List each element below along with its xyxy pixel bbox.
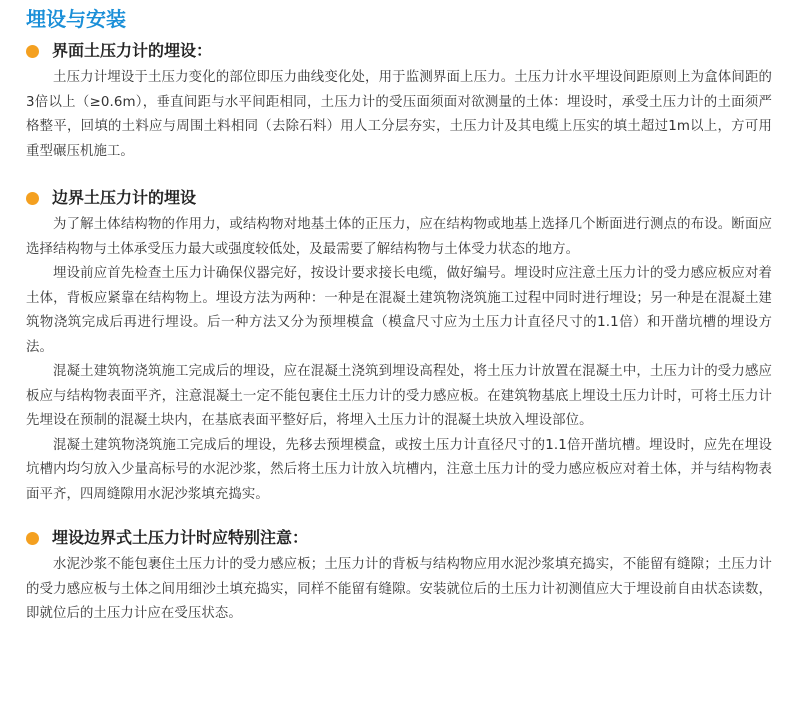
section-heading-text: 边界土压力计的埋设	[52, 188, 197, 207]
paragraph: 混凝土建筑物浇筑施工完成后的埋设，先移去预埋模盒，或按土压力计直径尺寸的1.1倍开凿坑槽。埋设时，应先在埋设坑槽内均匀放入少量高标号的水泥沙浆，然后将土压力计放入坑槽内，注意土压力计的受力感应板应对着土体，并与结构物表面平齐，四周缝隙用水泥沙浆填充捣实。	[26, 437, 772, 502]
section-heading-text: 埋设边界式土压力计时应特别注意：	[52, 528, 309, 547]
section-heading	[26, 38, 772, 64]
paragraph: 为了解土体结构物的作用力，或结构物对地基土体的正压力，应在结构物或地基上选择几个断面进行测点的布设。断面应选择结构物与土体承受压力最大或强度较低处，及最需要了解结构物与土体受力状态的地方。	[26, 217, 772, 257]
paragraph: 水泥沙浆不能包裹住土压力计的受力感应板；土压力计的背板与结构物应用水泥沙浆填充捣实，不能留有缝隙；土压力计的受力感应板与土体之间用细沙土填充捣实，同样不能留有缝隙。安装就位后的土压力计初测值应大于埋设前自由状态读数，即就位后的土压力计应在受压状态。	[26, 557, 772, 621]
section-heading-text: 界面土压力计的埋设：	[52, 41, 213, 60]
paragraph: 土压力计埋设于土压力变化的部位即压力曲线变化处，用于监测界面上压力。土压力计水平埋设间距原则上为盒体间距的3倍以上（≥0.6m），垂直间距与水平间距相同，土压力计的受压面须面对欲测量的土体：埋设时，承受土压力计的土面须严格整平，回填的土料应与周围土料相同（去除石料）用人工分层夯实，土压力计及其电缆上压实的填土超过1m以上，方可用重型碾压机施工。	[26, 70, 772, 159]
section-special-notes	[26, 525, 772, 627]
section-boundary-embedding	[26, 185, 772, 507]
bullet-icon	[26, 45, 39, 58]
paragraph: 混凝土建筑物浇筑施工完成后的埋设，应在混凝土浇筑到埋设高程处，将土压力计放置在混凝土中，土压力计的受力感应板应与结构物表面平齐，注意混凝土一定不能包裹住土压力计的受力感应板。在建筑物基底上埋设土压力计时，可将土压力计先埋设在预制的混凝土块内，在基底表面平整好后，将埋入土压力计的混凝土块放入埋设部位。	[26, 364, 772, 428]
bullet-icon	[26, 192, 39, 205]
bullet-icon	[26, 532, 39, 545]
section-heading	[26, 525, 772, 551]
page-title: 埋设与安装	[26, 7, 126, 31]
section-heading	[26, 185, 772, 211]
section-interface-embedding	[26, 38, 772, 164]
paragraph: 埋设前应首先检查土压力计确保仪器完好，按设计要求接长电缆，做好编号。埋设时应注意土压力计的受力感应板应对着土体，背板应紧靠在结构物上。埋设方法为两种：一种是在混凝土建筑物浇筑施工过程中同时进行埋设；另一种是在混凝土建筑物浇筑完成后再进行埋设。后一种方法又分为预埋模盒（模盒尺寸应为土压力计直径尺寸的1.1倍）和开凿坑槽的埋设方法。	[26, 266, 772, 355]
